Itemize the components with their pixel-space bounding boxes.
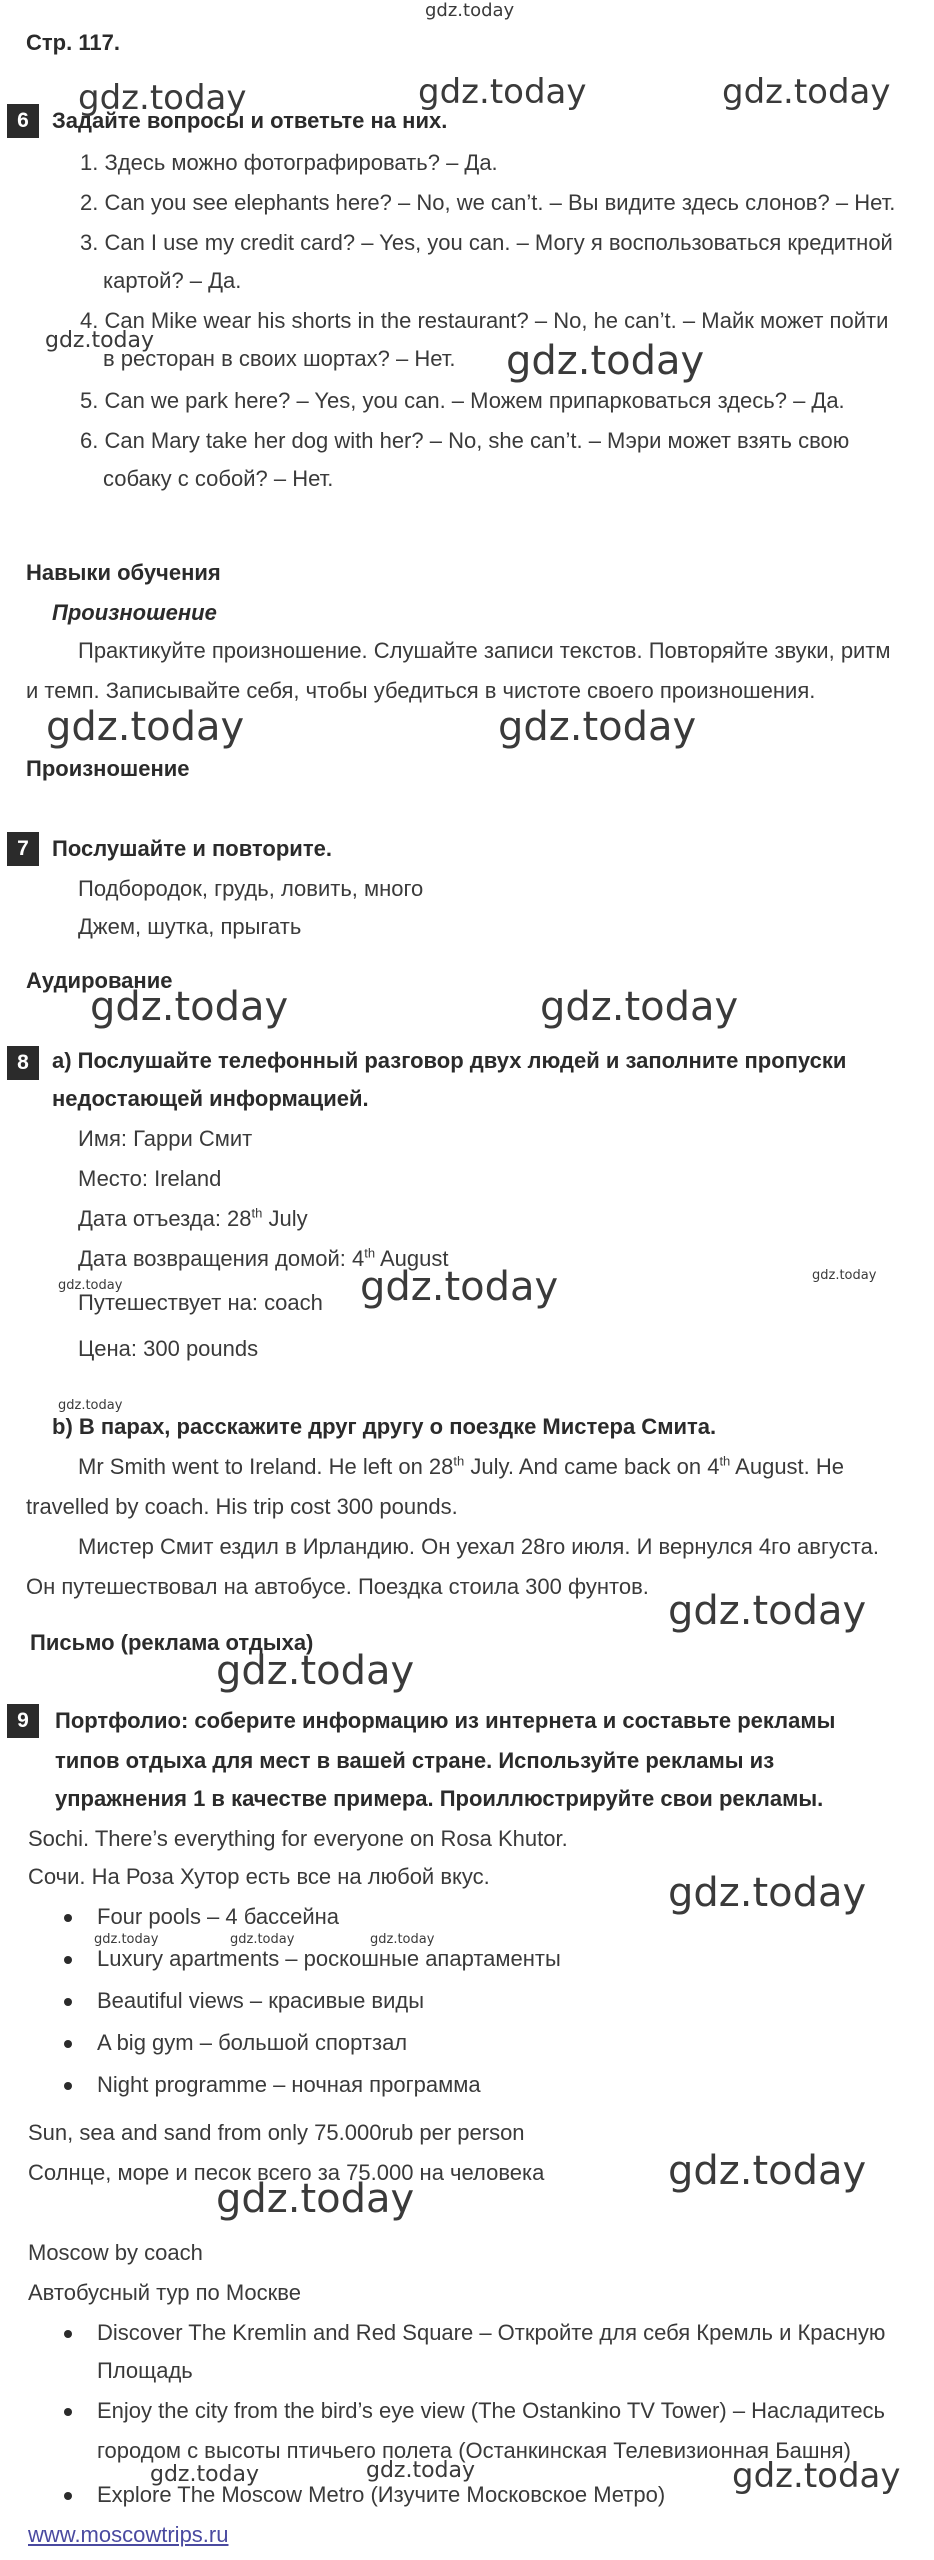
exercise-line: собаку с собой? – Нет.	[103, 466, 334, 491]
bullet	[64, 2492, 72, 2500]
watermark: gdz.today	[366, 2458, 476, 2483]
watermark: gdz.today	[216, 1648, 415, 1694]
exercise-title: Портфолио: соберите информацию из интернета и составьте рекламы	[55, 1708, 836, 1733]
bullet	[64, 1998, 72, 2006]
paragraph-line: travelled by coach. His trip cost 300 pounds.	[26, 1494, 458, 1519]
exercise-line: картой? – Да.	[103, 268, 242, 293]
bullet	[64, 2082, 72, 2090]
paragraph-line: Mr Smith went to Ireland. He left on 28th July. And came back on 4th August. He	[78, 1453, 845, 1479]
info-line: Цена: 300 pounds	[78, 1336, 259, 1361]
ad-line: Moscow by coach	[28, 2240, 203, 2265]
exercise-line: 3. Can I use my credit card? – Yes, you can. – Могу я воспользоваться кредитной	[80, 230, 893, 255]
watermark: gdz.today	[418, 72, 587, 112]
watermark: gdz.today	[722, 72, 891, 112]
section-heading: Аудирование	[26, 968, 173, 993]
website-link[interactable]: www.moscowtrips.ru	[28, 2522, 229, 2547]
exercise-line: 1. Здесь можно фотографировать? – Да.	[80, 150, 498, 175]
section-heading: Письмо (реклама отдыха)	[30, 1630, 314, 1655]
watermark: gdz.today	[668, 2148, 867, 2194]
list-item: городом с высоты птичьего полета (Останкинская Телевизионная Башня)	[97, 2438, 851, 2463]
list-item: Luxury apartments – роскошные апартаменты	[97, 1946, 561, 1971]
bullet	[64, 1956, 72, 1964]
bullet	[64, 2330, 72, 2338]
watermark: gdz.today	[668, 1870, 867, 1916]
list-item: Площадь	[97, 2358, 193, 2383]
ad-line: Sochi. There’s everything for everyone on Rosa Khutor.	[28, 1826, 568, 1851]
top-watermark: gdz.today	[425, 0, 515, 21]
exercise-number: 8	[7, 1046, 39, 1080]
ad-line: Sun, sea and sand from only 75.000rub per person	[28, 2120, 525, 2145]
watermark: gdz.today	[150, 2462, 260, 2487]
section-heading: Навыки обучения	[26, 560, 221, 585]
paragraph-line: Мистер Смит ездил в Ирландию. Он уехал 28го июля. И вернулся 4го августа.	[78, 1534, 879, 1559]
list-item: Four pools – 4 бассейна	[97, 1904, 339, 1929]
exercise-line: Подбородок, грудь, ловить, много	[78, 876, 424, 901]
page-number: Стр. 117.	[26, 30, 120, 55]
info-line: Путешествует на: coach	[78, 1290, 323, 1315]
watermark: gdz.today	[216, 2176, 415, 2222]
exercise-line: 4. Can Mike wear his shorts in the restaurant? – No, he can’t. – Майк может пойти	[80, 308, 889, 333]
paragraph-line: Практикуйте произношение. Слушайте записи текстов. Повторяйте звуки, ритм	[78, 638, 891, 663]
paragraph-line: Он путешествовал на автобусе. Поездка стоила 300 фунтов.	[26, 1574, 649, 1599]
exercise-title: упражнения 1 в качестве примера. Проиллюстрируйте свои рекламы.	[55, 1786, 824, 1811]
exercise-number: 6	[7, 104, 39, 138]
list-item: Discover The Kremlin and Red Square – Откройте для себя Кремль и Красную	[97, 2320, 886, 2345]
exercise-title: а) Послушайте телефонный разговор двух людей и заполните пропуски	[52, 1048, 847, 1073]
list-item: Beautiful views – красивые виды	[97, 1988, 425, 2013]
watermark: gdz.today	[668, 1588, 867, 1634]
exercise-title: Послушайте и повторите.	[52, 836, 332, 861]
exercise-subtitle: b) В парах, расскажите друг другу о поездке Мистера Смита.	[52, 1414, 717, 1439]
watermark: gdz.today	[58, 1398, 123, 1413]
exercise-line: 2. Can you see elephants here? – No, we can’t. – Вы видите здесь слонов? – Нет.	[80, 190, 896, 215]
exercise-line: в ресторан в своих шортах? – Нет.	[103, 346, 456, 371]
section-subheading: Произношение	[52, 600, 217, 625]
bullet	[64, 2408, 72, 2416]
exercise-title: типов отдыха для мест в вашей стране. Используйте рекламы из	[55, 1748, 775, 1773]
watermark: gdz.today	[230, 1932, 295, 1947]
exercise-line: 5. Can we park here? – Yes, you can. – Можем припарковаться здесь? – Да.	[80, 388, 845, 413]
watermark: gdz.today	[506, 338, 705, 384]
bullet	[64, 1914, 72, 1922]
info-line: Имя: Гарри Смит	[78, 1126, 253, 1151]
exercise-number: 7	[7, 832, 39, 866]
watermark: gdz.today	[370, 1932, 435, 1947]
watermark: gdz.today	[46, 704, 245, 750]
info-line: Дата отъезда: 28th July	[78, 1205, 308, 1231]
list-item: Explore The Moscow Metro (Изучите Московское Метро)	[97, 2482, 666, 2507]
watermark: gdz.today	[540, 984, 739, 1030]
info-line: Место: Ireland	[78, 1166, 222, 1191]
list-item: A big gym – большой спортзал	[97, 2030, 408, 2055]
watermark: gdz.today	[90, 984, 289, 1030]
watermark: gdz.today	[45, 328, 155, 353]
list-item: Enjoy the city from the bird’s eye view (The Ostankino TV Tower) – Насладитесь	[97, 2398, 886, 2423]
bullet	[64, 2040, 72, 2048]
watermark: gdz.today	[360, 1264, 559, 1310]
exercise-line: Джем, шутка, прыгать	[78, 914, 302, 939]
exercise-title: Задайте вопросы и ответьте на них.	[52, 108, 448, 133]
exercise-number: 9	[7, 1704, 39, 1738]
watermark: gdz.today	[94, 1932, 159, 1947]
ad-line: Автобусный тур по Москве	[28, 2280, 301, 2305]
watermark: gdz.today	[78, 78, 247, 118]
exercise-title: недостающей информацией.	[52, 1086, 369, 1111]
ad-line: Сочи. На Роза Хутор есть все на любой вкус.	[28, 1864, 490, 1889]
watermark: gdz.today	[498, 704, 697, 750]
paragraph-line: и темп. Записывайте себя, чтобы убедиться в чистоте своего произношения.	[26, 678, 816, 703]
watermark: gdz.today	[732, 2456, 901, 2496]
watermark: gdz.today	[812, 1268, 877, 1283]
watermark: gdz.today	[58, 1278, 123, 1293]
ad-line: Солнце, море и песок всего за 75.000 на человека	[28, 2160, 545, 2185]
exercise-line: 6. Can Mary take her dog with her? – No, she can’t. – Мэри может взять свою	[80, 428, 850, 453]
section-heading: Произношение	[26, 756, 190, 781]
info-line: Дата возвращения домой: 4th August	[78, 1245, 449, 1271]
list-item: Night programme – ночная программа	[97, 2072, 481, 2097]
